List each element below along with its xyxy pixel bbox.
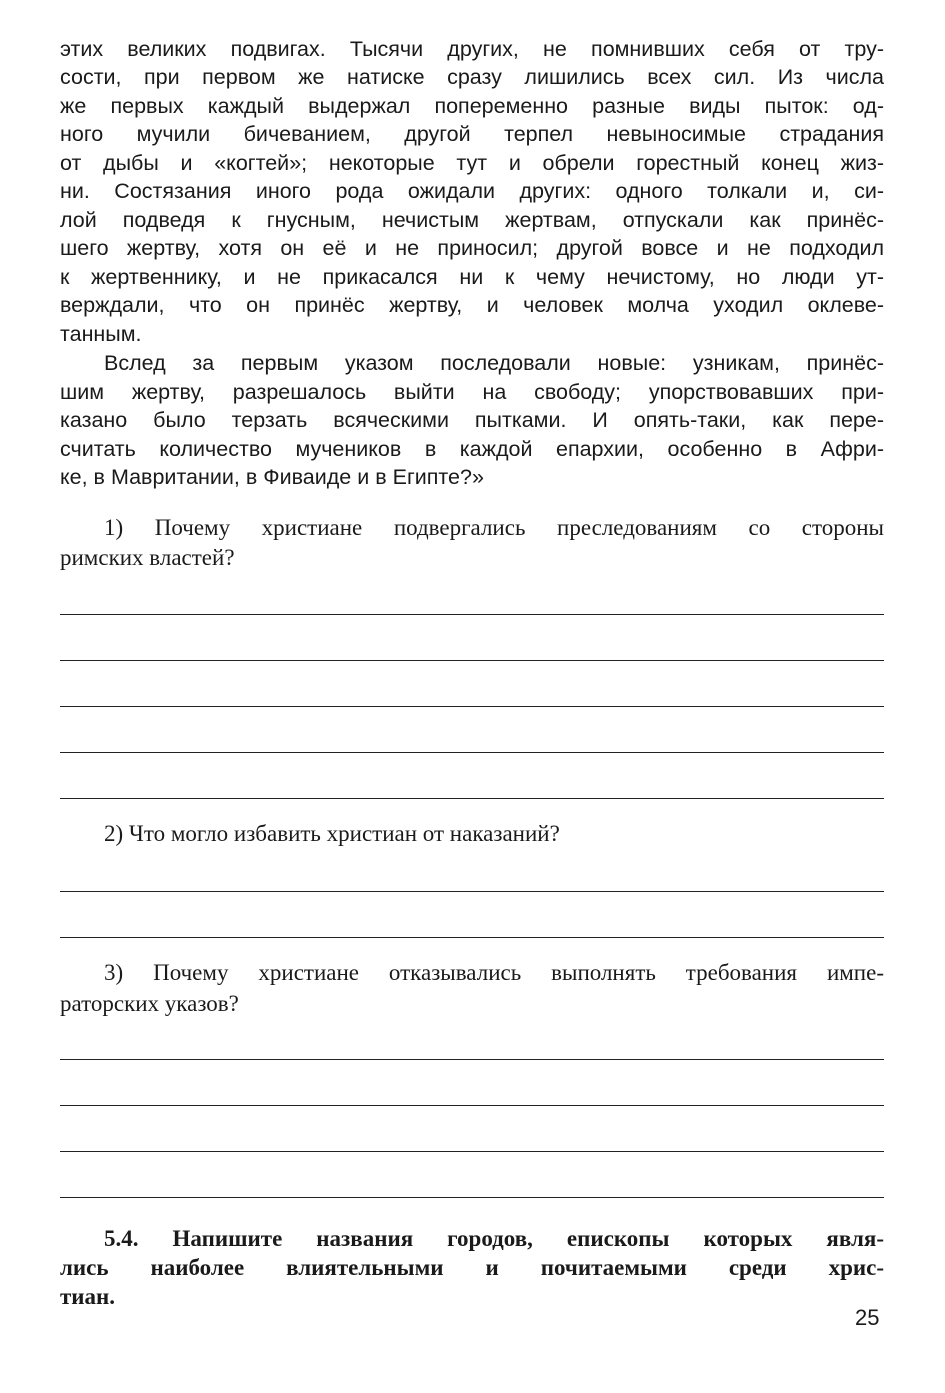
text-line: лой подведя к гнусным, нечистым жертвам, отпускали как принёс- bbox=[60, 208, 884, 232]
answer-line[interactable] bbox=[60, 891, 884, 892]
text-line: Вслед за первым указом последовали новые: узникам, принёс- bbox=[104, 351, 884, 375]
question-text: раторских указов? bbox=[60, 991, 239, 1016]
task-heading: тиан. bbox=[60, 1284, 116, 1309]
text-line: танным. bbox=[60, 322, 142, 346]
text-line: ного мучили бичеванием, другой терпел невыносимые страдания bbox=[60, 122, 884, 146]
text-line: верждали, что он принёс жертву, и человек молча уходил оклеве- bbox=[60, 293, 884, 317]
answer-line[interactable] bbox=[60, 706, 884, 707]
text-line: шего жертву, хотя он её и не приносил; другой вовсе и не подходил bbox=[60, 236, 884, 260]
text-line: ке, в Мавритании, в Фиваиде и в Египте?» bbox=[60, 465, 484, 489]
answer-line[interactable] bbox=[60, 1105, 884, 1106]
text-line: сости, при первом же натиске сразу лишились всех сил. Из числа bbox=[60, 65, 884, 89]
answer-line[interactable] bbox=[60, 614, 884, 615]
text-line: ни. Состязания иного рода ожидали других: одного толкали и, си- bbox=[60, 179, 884, 203]
text-line: считать количество мучеников в каждой епархии, особенно в Афри- bbox=[60, 437, 884, 461]
task-heading: лись наиболее влиятельными и почитаемыми среди хрис- bbox=[60, 1255, 884, 1280]
text-line: же первых каждый выдержал попеременно разные виды пыток: од- bbox=[60, 94, 884, 118]
question-text: 3) Почему христиане отказывались выполнять требования импе- bbox=[104, 960, 884, 985]
answer-line[interactable] bbox=[60, 1197, 884, 1198]
page-number: 25 bbox=[855, 1305, 880, 1330]
question-text: римских властей? bbox=[60, 545, 235, 570]
text-line: к жертвеннику, и не прикасался ни к чему нечистому, но люди ут- bbox=[60, 265, 884, 289]
answer-line[interactable] bbox=[60, 1059, 884, 1060]
text-line: этих великих подвигах. Тысячи других, не помнивших себя от тру- bbox=[60, 37, 884, 61]
answer-line[interactable] bbox=[60, 798, 884, 799]
answer-line[interactable] bbox=[60, 752, 884, 753]
text-line: от дыбы и «когтей»; некоторые тут и обрели горестный конец жиз- bbox=[60, 151, 884, 175]
answer-line[interactable] bbox=[60, 1151, 884, 1152]
answer-line[interactable] bbox=[60, 660, 884, 661]
task-heading: 5.4. Напишите названия городов, епископы которых явля- bbox=[104, 1226, 884, 1251]
text-line: шим жертву, разрешалось выйти на свободу; упорствовавших при- bbox=[60, 380, 884, 404]
question-text: 2) Что могло избавить христиан от наказаний? bbox=[104, 821, 560, 846]
question-text: 1) Почему христиане подвергались преследованиям со стороны bbox=[104, 515, 884, 540]
text-line: казано было терзать всяческими пытками. И опять-таки, как пере- bbox=[60, 408, 884, 432]
answer-line[interactable] bbox=[60, 937, 884, 938]
